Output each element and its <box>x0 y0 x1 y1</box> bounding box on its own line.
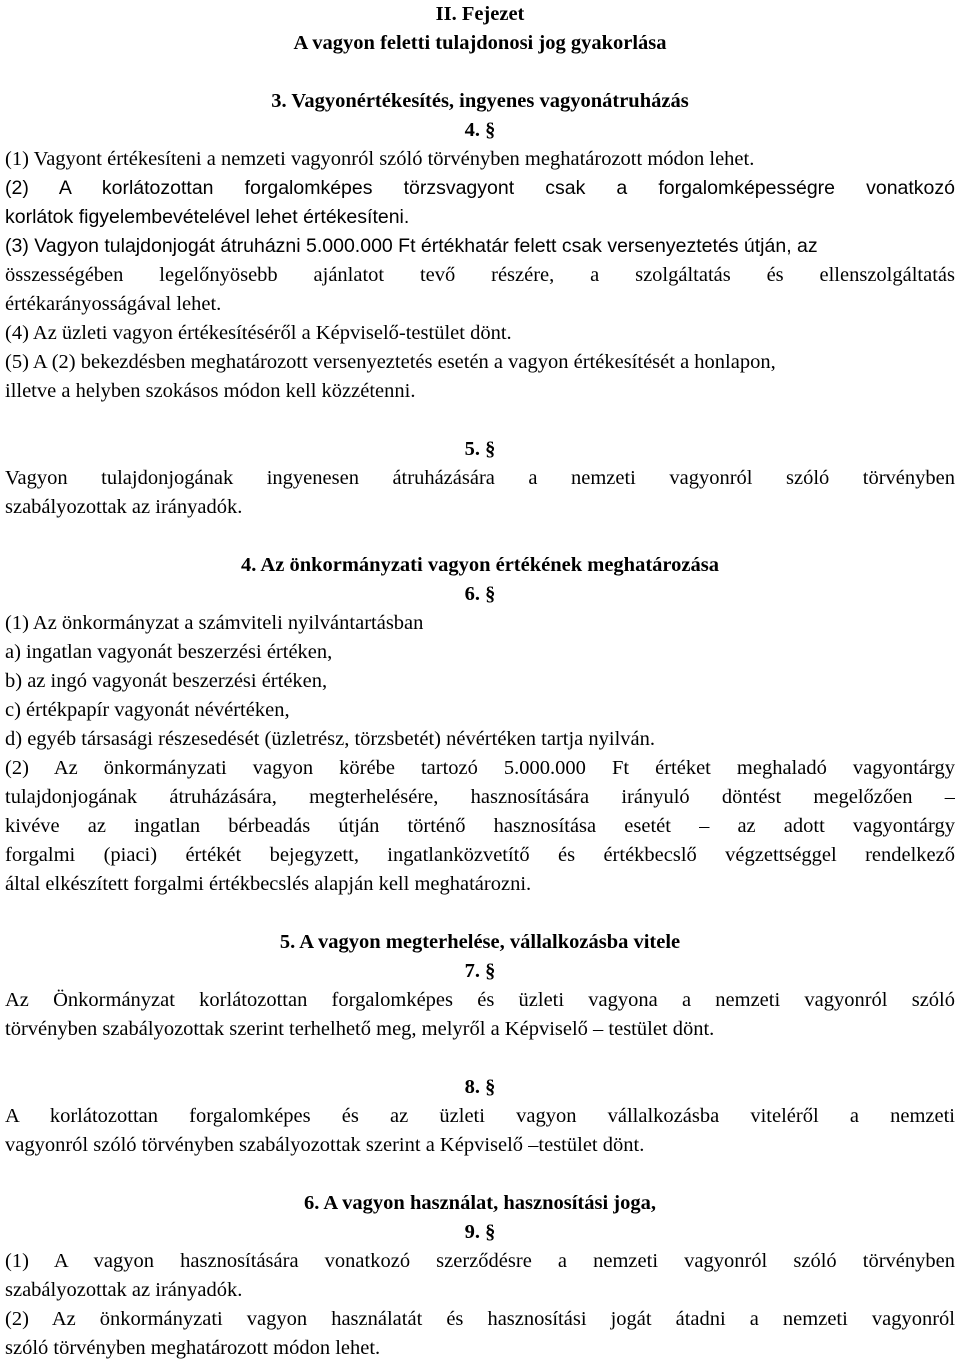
text-line: (1) Az önkormányzat a számviteli nyilvántartásban <box>5 612 424 634</box>
text-line: illetve a helyben szokásos módon kell közzétenni. <box>5 380 416 402</box>
text-line: c) értékpapír vagyonát névértéken, <box>5 699 290 721</box>
chapter-number: II. Fejezet <box>435 3 525 25</box>
text-line: korlátok figyelembevételével lehet értékesíteni. <box>5 206 410 228</box>
document-page <box>5 0 955 1363</box>
text-line: (2) A korlátozottan forgalomképes törzsvagyont csak a forgalomképességre vonatkozó <box>5 177 955 199</box>
text-line: (1) A vagyon hasznosítására vonatkozó szerződésre a nemzeti vagyonról szóló törvényben <box>5 1250 955 1272</box>
text-line: összességében legelőnyösebb ajánlatot tevő részére, a szolgáltatás és ellenszolgáltatás <box>5 264 955 286</box>
section-heading-5: 5. A vagyon megterhelése, vállalkozásba vitele <box>279 931 681 953</box>
section-heading-4: 4. Az önkormányzati vagyon értékének meghatározása <box>241 554 719 576</box>
text-line: törvényben szabályozottak szerint terhelhető meg, melyről a Képviselő – testület dönt. <box>5 1018 715 1040</box>
text-line: szóló törvényben meghatározott módon lehet. <box>5 1337 381 1359</box>
text-line: a) ingatlan vagyonát beszerzési értéken, <box>5 641 333 663</box>
text-line: vagyonról szóló törvényben szabályozottak szerint a Képviselő –testület dönt. <box>5 1134 645 1156</box>
text-line: A korlátozottan forgalomképes és az üzleti vagyon vállalkozásba viteléről a nemzeti <box>5 1105 955 1127</box>
text-line: szabályozottak az irányadók. <box>5 1279 243 1301</box>
text-line: (5) A (2) bekezdésben meghatározott versenyeztetés esetén a vagyon értékesítését a honlapon, <box>5 351 776 373</box>
section-heading-6: 6. A vagyon használat, hasznosítási joga, <box>304 1192 656 1214</box>
text-line: Az Önkormányzat korlátozottan forgalomképes és üzleti vagyona a nemzeti vagyonról szóló <box>5 989 955 1011</box>
text-line: (2) Az önkormányzati vagyon körébe tartozó 5.000.000 Ft értéket meghaladó vagyontárgy <box>5 757 955 779</box>
text-line: által elkészített forgalmi értékbecslés alapján kell meghatározni. <box>5 873 532 895</box>
text-line: forgalmi (piaci) értékét bejegyzett, ingatlanközvetítő és értékbecslő végzettséggel rendelkező <box>5 844 955 866</box>
text-line: tulajdonjogának átruházására, megterhelésére, hasznosítására irányuló döntést megelőzően – <box>5 786 955 808</box>
paragraph-number-4: 4. § <box>464 119 496 141</box>
text-line: Vagyon tulajdonjogának ingyenesen átruházására a nemzeti vagyonról szóló törvényben <box>5 467 955 489</box>
paragraph-number-9: 9. § <box>464 1221 496 1243</box>
text-line: kivéve az ingatlan bérbeadás útján történő hasznosítása esetét – az adott vagyontárgy <box>5 815 955 837</box>
text-line: (4) Az üzleti vagyon értékesítéséről a Képviselő-testület dönt. <box>5 322 512 344</box>
paragraph-number-5: 5. § <box>464 438 496 460</box>
chapter-title: A vagyon feletti tulajdonosi jog gyakorlása <box>293 32 667 54</box>
paragraph-number-8: 8. § <box>464 1076 496 1098</box>
section-heading-3: 3. Vagyonértékesítés, ingyenes vagyonátruházás <box>271 90 689 112</box>
text-line: szabályozottak az irányadók. <box>5 496 243 518</box>
text-line: b) az ingó vagyonát beszerzési értéken, <box>5 670 328 692</box>
text-line: (3) Vagyon tulajdonjogát átruházni 5.000.000 Ft értékhatár felett csak versenyeztetés útján, az <box>5 235 818 257</box>
paragraph-number-7: 7. § <box>464 960 496 982</box>
text-line: értékarányosságával lehet. <box>5 293 222 315</box>
text-line: (1) Vagyont értékesíteni a nemzeti vagyonról szóló törvényben meghatározott módon lehet. <box>5 148 755 170</box>
text-line: d) egyéb társasági részesedését (üzletrész, törzsbetét) névértéken tartja nyilván. <box>5 728 655 750</box>
paragraph-number-6: 6. § <box>464 583 496 605</box>
text-line: (2) Az önkormányzati vagyon használatát és hasznosítási jogát átadni a nemzeti vagyonról <box>5 1308 955 1330</box>
